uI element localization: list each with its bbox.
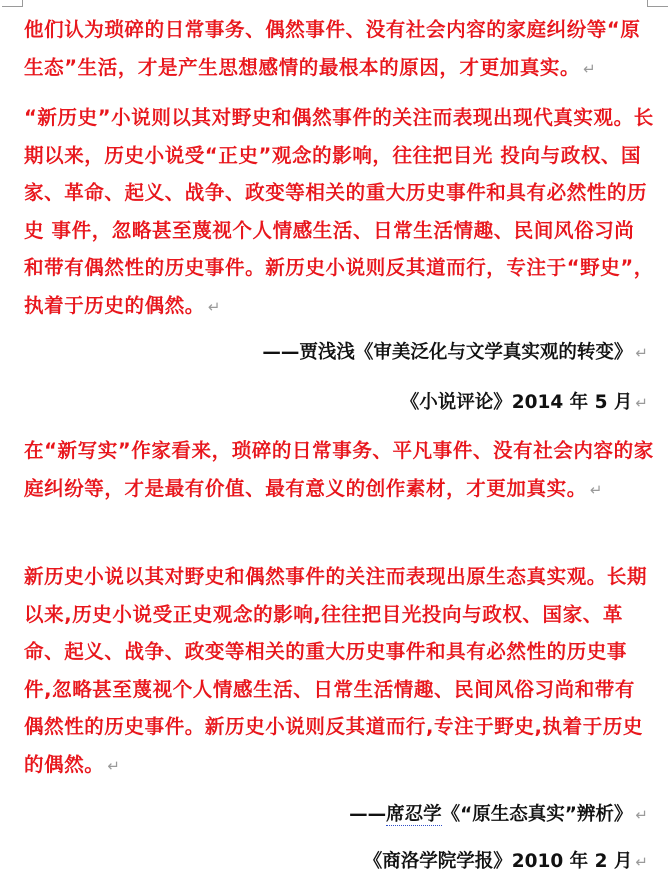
paragraph-mark: ↵ [635,806,648,824]
paragraph-mark: ↵ [589,480,603,499]
paragraph-mark: ↵ [635,344,648,362]
paragraph-3 [24,432,654,509]
paragraph-mark: ↵ [635,394,648,412]
citation-article-title: 《“原生态真实”辨析》 [441,804,633,825]
citation-author-name: 席忍学 [386,804,442,825]
citation-journal-1 [401,388,648,418]
paragraph-2-text: “新历史”小说则以其对野史和偶然事件的关注而表现出现代真实观。长期以来，历史小说受“正史”观念的影响，往往把目光 投向与政权、国家、革命、起义、战争、政变等相关的重大历史事件和具有必然性的历史 事件，忽略甚至蔑视个人情感生活、日常生活情趣、民间风俗习尚和带有偶然性的历史事件。新历史小说则反其道而行，专注于“野史”，执着于历史的偶然。 [24,106,654,317]
paragraph-mark: ↵ [583,59,597,78]
paragraph-mark: ↵ [635,853,648,871]
paragraph-2 [24,99,654,326]
citation-journal-2 [364,847,648,877]
citation-author-2 [349,800,648,830]
paragraph-3-text: 在“新写实”作家看来，琐碎的日常事务、平凡事件、没有社会内容的家庭纠纷等，才是最有价值、最有意义的创作素材，才更加真实。 [24,439,654,500]
paragraph-4 [24,558,654,785]
citation-dash: —— [349,804,387,825]
paragraph-mark: ↵ [107,756,121,775]
citation-journal-2-text: 《商洛学院学报》2010 年 2 月 [363,851,633,872]
paragraph-1-text: 他们认为琐碎的日常事务、偶然事件、没有社会内容的家庭纠纷等“原生态”生活，才是产生思想感情的最根本的原因，才更加真实。 [24,18,641,79]
paragraph-1 [24,11,654,88]
page-corner-mark-right [647,0,668,7]
citation-author-1-text: ——贾浅浅《审美泛化与文学真实观的转变》 [262,342,633,363]
paragraph-mark: ↵ [207,297,222,316]
citation-journal-1-text: 《小说评论》2014 年 5 月 [400,392,633,413]
paragraph-4-text: 新历史小说以其对野史和偶然事件的关注而表现出原生态真实观。长期以来,历史小说受正史观念的影响,往往把目光投向与政权、国家、革命、起义、战争、政变等相关的重大历史事件和具有必然性的历史事件,忽略甚至蔑视个人情感生活、日常生活情趣、民间风俗习尚和带有偶然性的历史事件。新历史小说则反其道而行,专注于野史,执着于历史的偶然。 [24,565,648,776]
citation-author-1 [262,338,648,368]
page-corner-mark-left [2,0,23,7]
